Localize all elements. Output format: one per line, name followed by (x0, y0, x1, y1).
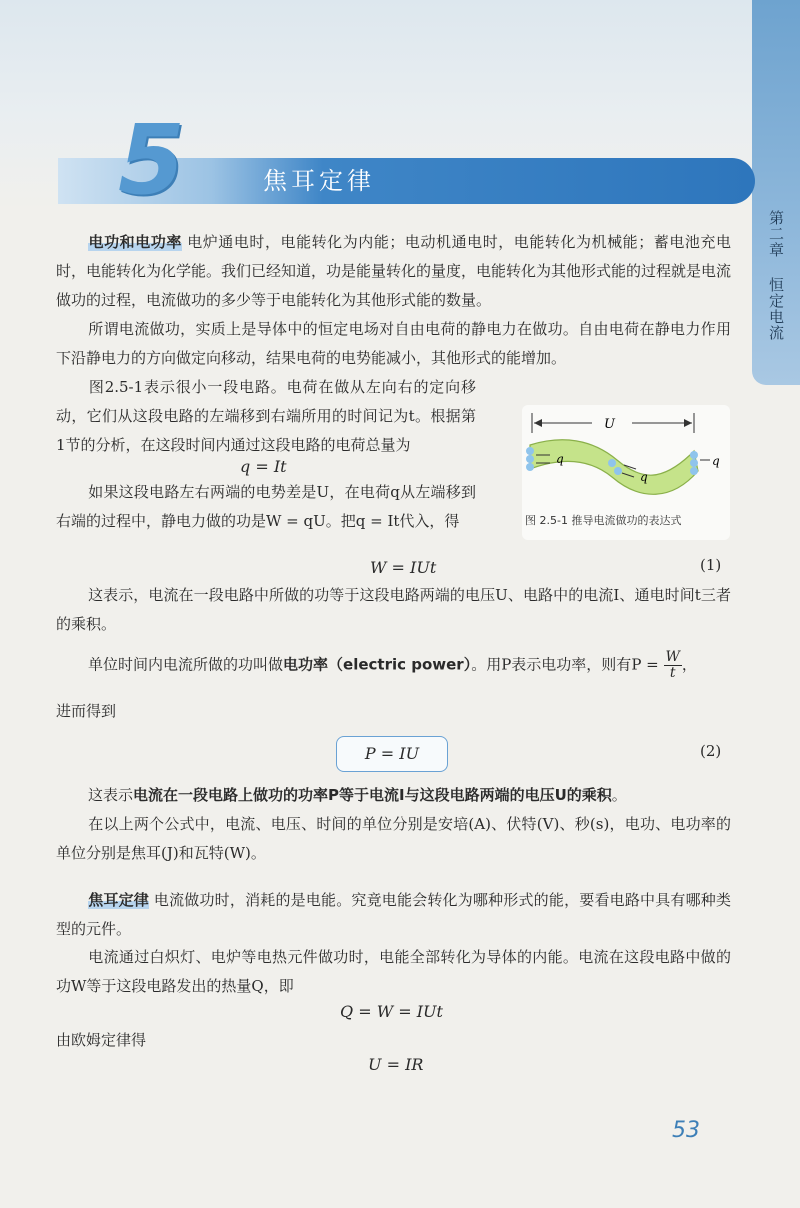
paragraph-potential-difference (56, 478, 476, 536)
u-label: U (604, 417, 615, 432)
section-heading-joule: 焦耳定律 (88, 891, 149, 909)
charge (690, 451, 698, 459)
paragraph-joule-intro (56, 886, 731, 944)
charge-label-left: q (556, 452, 564, 466)
chapter-title: 焦耳定律 (263, 167, 375, 195)
paragraph-text: 。用P表示电功率，则有P = (471, 655, 659, 674)
charge (690, 459, 698, 467)
fraction-numerator: W (665, 649, 680, 665)
u-arrowhead-left (534, 419, 542, 427)
paragraph-derive: 进而得到 (56, 702, 117, 720)
side-tab-label: 第二章 恒定电流 (767, 210, 785, 341)
paragraph-work-essence (56, 315, 731, 373)
equation-heat: Q = W = IUt (340, 1002, 443, 1021)
chapter-number: 5 (118, 104, 185, 216)
page-number: 53 (672, 1118, 700, 1143)
charge-label-right: q (712, 454, 720, 468)
paragraph-work-meaning (56, 581, 731, 639)
circuit-segment-diagram (522, 405, 730, 505)
paragraph-text: 所谓电流做功，实质上是导体中的恒定电场对自由电荷的静电力在做功。自由电荷在静电力作用下沿静电力的方向做定向移动，结果电荷的电势能减小，其他形式的能增加。 (56, 320, 731, 367)
paragraph-power-definition: 单位时间内电流所做的功叫做电功率（electric power）。用P表示电功率，则有P = $\frac{W}{t}$ ， (88, 649, 697, 681)
paragraph-text: 电炉通电时，电能转化为内能；电动机通电时，电能转化为机械能；蓄电池充电时，电能转化为化学能。我们已经知道，功是能量转化的量度，电能转化为其他形式能的过程就是电流做功的过程，电流做功的多少等于电能转化为其他形式能的数量。 (56, 233, 732, 309)
charge (614, 467, 622, 475)
section-heading-work-power: 电功和电功率 (88, 233, 182, 251)
paragraph-ohm: 由欧姆定律得 (56, 1031, 147, 1049)
charge (690, 467, 698, 475)
figure-caption: 图 2.5-1 推导电流做功的表达式 (525, 514, 682, 527)
key-statement: 电流在一段电路上做功的功率P等于电流I与这段电路两端的电压U的乘积 (133, 786, 612, 804)
equation-charge: q = It (240, 457, 287, 476)
equation-number-1: (1) (700, 556, 722, 574)
equation-number-2: (2) (700, 742, 722, 760)
chapter-side-tab (752, 0, 800, 385)
paragraph-text: 。 (611, 786, 627, 804)
charge (526, 455, 534, 463)
paragraph-text: 这表示，电流在一段电路中所做的功等于这段电路两端的电压U、电路中的电流I、通电时间t三者的乘积。 (56, 586, 731, 633)
paragraph-text: 图2.5-1表示很小一段电路。电荷在做从左向右的定向移动，它们从这段电路的左端移到右端所用的时间记为t。根据第1节的分析，在这段时间内通过这段电路的电荷总量为 (56, 378, 476, 454)
paragraph-heating (56, 943, 731, 1001)
charge (608, 459, 616, 467)
paragraph-figure-ref (56, 373, 476, 460)
equation-work: W = IUt (370, 558, 437, 577)
u-arrowhead-right (684, 419, 692, 427)
paragraph-work-intro (56, 228, 731, 315)
fraction-w-over-t (664, 650, 682, 681)
paragraph-text: 单位时间内电流所做的功叫做 (88, 655, 284, 674)
charges-right (690, 451, 698, 475)
wire-segment (530, 440, 698, 495)
charge-label-middle: q (640, 470, 648, 484)
paragraph-power-meaning (56, 781, 731, 810)
term-electric-power: 电功率 (283, 655, 329, 674)
paragraph-units (56, 810, 731, 868)
paragraph-text: 如果这段电路左右两端的电势差是U，在电荷q从左端移到右端的过程中，静电力做的功是W = qU。把q = It代入，得 (56, 483, 476, 530)
paragraph-text: 这表示 (88, 786, 134, 804)
charges-left (526, 447, 534, 471)
paragraph-text: 电流做功时，消耗的是电能。究竟电能会转化为哪种形式的能，要看电路中具有哪种类型的元件。 (56, 891, 731, 938)
paragraph-text: 电流通过白炽灯、电炉等电热元件做功时，电能全部转化为导体的内能。电流在这段电路中做的功W等于这段电路发出的热量Q，即 (56, 948, 731, 995)
fraction-denominator: t (669, 665, 676, 681)
boxed-equation-power: P = IU (336, 736, 448, 772)
charge (526, 447, 534, 455)
charge (526, 463, 534, 471)
equation-ohm: U = IR (368, 1055, 424, 1074)
term-english: （electric power） (328, 655, 472, 674)
paragraph-text: 在以上两个公式中，电流、电压、时间的单位分别是安培(A)、伏特(V)、秒(s)，电功、电功率的单位分别是焦耳(J)和瓦特(W)。 (56, 815, 731, 862)
